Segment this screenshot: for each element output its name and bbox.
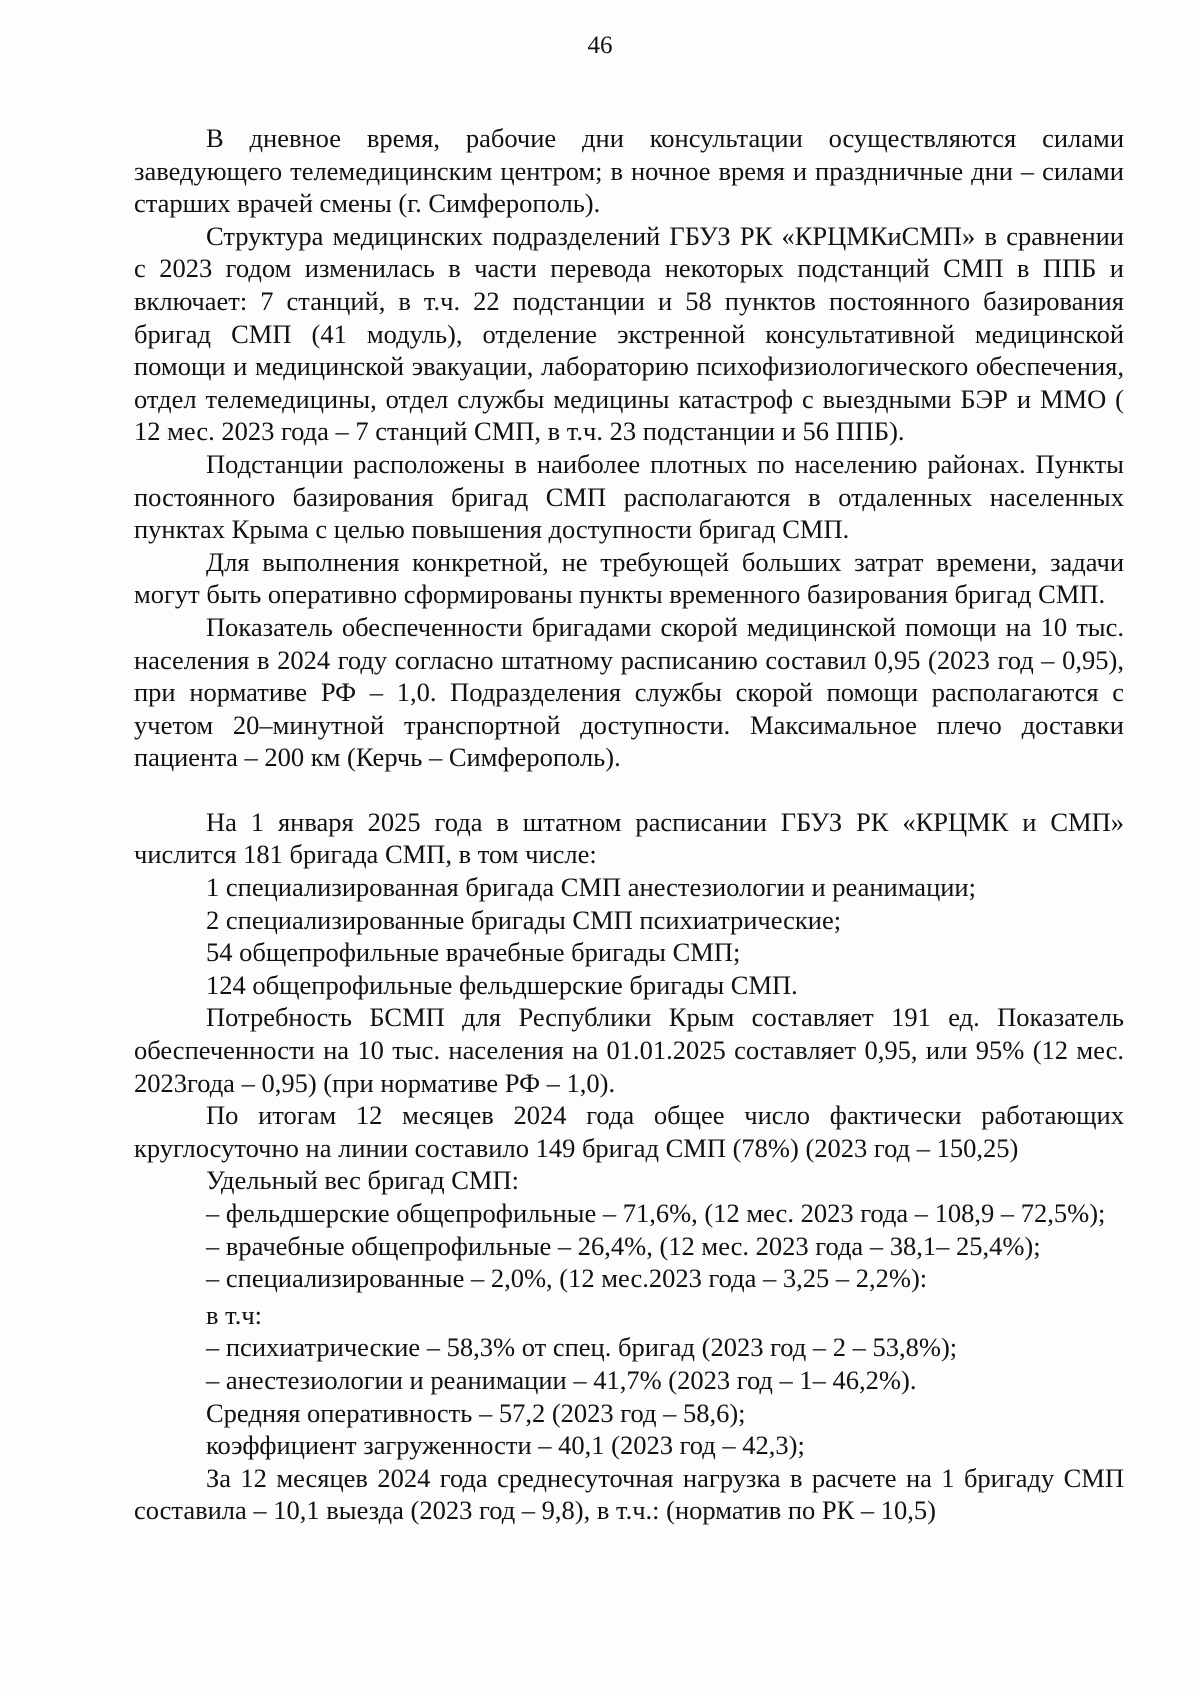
paragraph-structure: Структура медицинских подразделений ГБУЗ РК «КРЦМКиСМП» в сравнении с 2023 годом изменилась в части перевода некоторых подстанций СМП в ППБ и включает: 7 станций, в т.ч. 22 подстанции и 58 пунктов постоянного базирования бригад СМП (41 модуль), отделение экстренной консультативной медицинской помощи и медицинской эвакуации, лабораторию психофизиологического обеспечения, отдел телемедицины, отдел службы медицины катастроф с выездными БЭР и ММО ( 12 мес. 2023 года – 7 станций СМП, в т.ч. 23 подстанции и 56 ППБ). xyxy=(134,220,1124,447)
share-specialized: – специализированные – 2,0%, (12 мес.2023 года – 3,25 – 2,2%): xyxy=(206,1263,928,1294)
paragraph-consultations: В дневное время, рабочие дни консультации осуществляются силами заведующего телемедицинским центром; в ночное время и праздничные дни – силами старших врачей смены (г. Симферополь). xyxy=(134,123,1124,219)
document-body xyxy=(134,122,1124,1527)
share-paramedic: – фельдшерские общепрофильные – 71,6%, (12 мес. 2023 года – 108,9 – 72,5%); xyxy=(206,1198,1106,1228)
share-heading: Удельный вес бригад СМП: xyxy=(206,1165,519,1196)
list-item: 1 специализированная бригада СМП анестезиологии и реанимации; xyxy=(206,872,976,903)
paragraph-substations: Подстанции расположены в наиболее плотных по населению районах. Пункты постоянного базирования бригад СМП располагаются в отдаленных населенных пунктах Крыма с целью повышения доступности бригад СМП. xyxy=(134,448,1124,545)
page-number: 46 xyxy=(587,32,613,59)
share-anesthesiology: – анестезиологии и реанимации – 41,7% (2023 год – 1– 46,2%). xyxy=(206,1364,917,1395)
load-factor: коэффициент загруженности – 40,1 (2023 год – 42,3); xyxy=(206,1430,805,1461)
share-psychiatric: – психиатрические – 58,3% от спец. бригад (2023 год – 2 – 53,8%); xyxy=(206,1332,958,1363)
list-item: 2 специализированные бригады СМП психиатрические; xyxy=(206,904,842,935)
list-item: 124 общепрофильные фельдшерские бригады СМП. xyxy=(206,969,798,1000)
paragraph-daily-load: За 12 месяцев 2024 года среднесуточная нагрузка в расчете на 1 бригаду СМП составила – 10,1 выезда (2023 год – 9,8), в т.ч.: (норматив по РК – 10,5) xyxy=(134,1462,1124,1526)
paragraph-coverage-indicator: Показатель обеспеченности бригадами скорой медицинской помощи на 10 тыс. населения в 2024 году согласно штатному расписанию составил 0,95 (2023 год – 0,95), при нормативе РФ – 1,0. Подразделения службы скорой помощи располагаются с учетом 20–минутной транспортной доступности. Максимальное плечо доставки пациента – 200 км (Керчь – Симферополь). xyxy=(134,611,1124,773)
list-item: 54 общепрофильные врачебные бригады СМП; xyxy=(206,937,741,968)
paragraph-working-brigades: По итогам 12 месяцев 2024 года общее число фактически работающих круглосуточно на линии составило 149 бригад СМП (78%) (2023 год – 150,25) xyxy=(134,1100,1124,1163)
share-including-label: в т.ч: xyxy=(206,1299,263,1330)
share-physician: – врачебные общепрофильные – 26,4%, (12 мес. 2023 года – 38,1– 25,4%); xyxy=(206,1230,1041,1261)
paragraph-temporary-points: Для выполнения конкретной, не требующей больших затрат времени, задачи могут быть оперативно сформированы пункты временного базирования бригад СМП. xyxy=(134,546,1124,610)
average-efficiency: Средняя оперативность – 57,2 (2023 год – 58,6); xyxy=(206,1397,746,1428)
paragraph-staffing: На 1 января 2025 года в штатном расписании ГБУЗ РК «КРЦМК и СМП» числится 181 бригада СМП, в том числе: xyxy=(134,806,1124,870)
paragraph-demand: Потребность БСМП для Республики Крым составляет 191 ед. Показатель обеспеченности на 10 тыс. населения на 01.01.2025 составляет 0,95, или 95% (12 мес. 2023года – 0,95) (при нормативе РФ – 1,0). xyxy=(134,1002,1124,1098)
